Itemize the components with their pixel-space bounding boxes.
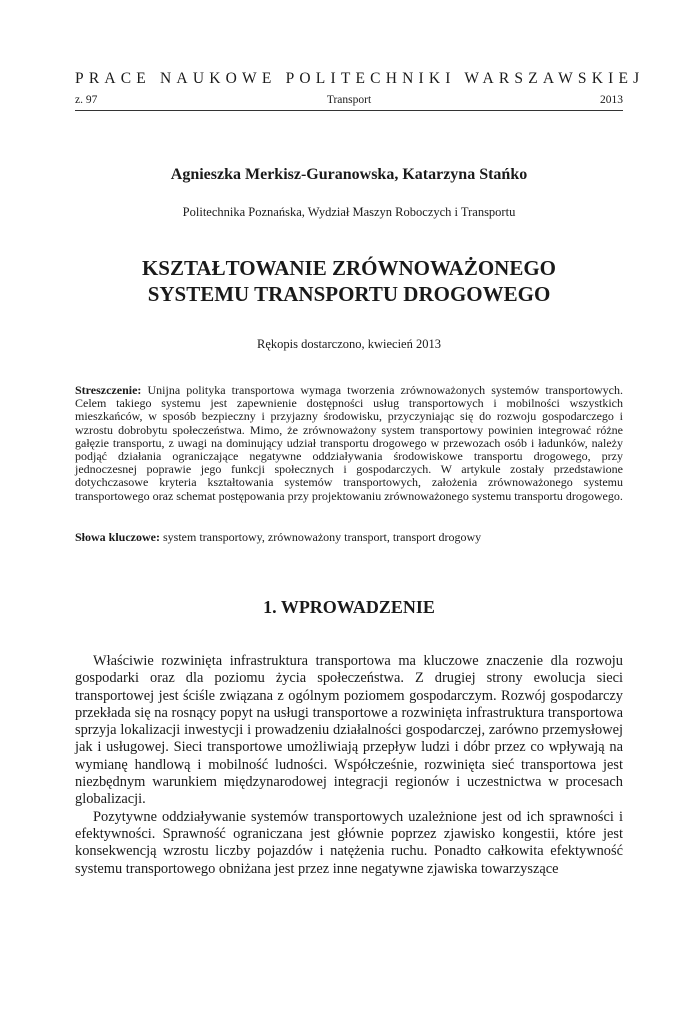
section-body <box>75 653 623 878</box>
abstract-text: Unijna polityka transportowa wymaga tworzenia zrównoważonych systemów transportowych. Celem takiego systemu jest zapewnienie dostępności usług transportowych i mobilności wszystkich mieszkańców, w sposób bezpieczny i przyjazny środowisku, przyczyniając się do rozwoju gospodarczego i wzrostu dobrobytu społeczeństwa. Mimo, że zrównoważony system transportowy powinien integrować różne gałęzie transportu, z uwagi na dominujący udział transportu drogowego w przewozach osób i ładunków, należy podjąć działania ograniczające negatywne oddziaływania środowiskowe transportu drogowego, przy jednoczesnej poprawie jego funkcji społecznych i gospodarczych. W artykule zostały przedstawione dotychczasowe kryteria kształtowania systemów transportowych, założenia zrównoważonego systemu transportowego oraz schemat postępowania przy projektowaniu zrównoważonego systemu transportu drogowego. <box>75 383 623 503</box>
paragraph: Właściwie rozwinięta infrastruktura transportowa ma kluczowe znaczenie dla rozwoju gospodarki oraz dla poziomu życia społeczeństwa. Z drugiej strony ewolucja sieci transportowej jest ściśle związana z ogólnym poziomem gospodarczym. Rozwój gospodarczy przekłada się na rosnący popyt na usługi transportowe a rozwinięta infrastruktura transportowa sprzyja lokalizacji inwestycji i prowadzeniu działalności gospodarczej, zarówno przemysłowej jak i usługowej. Sieci transportowe umożliwiają przepływ ludzi i dóbr przez co wpływają na wymianę handlową i mobilność ludności. Współcześnie, rozwinięta sieć transportowa jest niezbędnym warunkiem międzynarodowej integracji regionów i uczestnictwa w procesach globalizacji. <box>75 653 623 808</box>
series-name: Transport <box>326 94 372 106</box>
keywords <box>75 531 623 544</box>
abstract <box>75 384 623 503</box>
volume-number: z. 97 <box>75 94 98 106</box>
section-heading: 1. WPROWADZENIE <box>263 597 435 617</box>
paper-title <box>0 255 698 307</box>
journal-title: PRACE NAUKOWE POLITECHNIKI WARSZAWSKIEJ <box>75 70 645 87</box>
publication-year: 2013 <box>600 94 623 106</box>
received-date: Rękopis dostarczono, kwiecień 2013 <box>257 337 441 351</box>
paragraph: Pozytywne oddziaływanie systemów transportowych uzależnione jest od ich sprawności i efektywności. Sprawność ograniczana jest głównie poprzez zjawisko kongestii, które jest konsekwencją wzrostu liczby pojazdów i natężenia ruchu. Ponadto całkowita efektywność systemu transportowego obniżana jest przez inne negatywne zjawiska towarzyszące <box>75 808 623 877</box>
paper-title-line-2: SYSTEMU TRANSPORTU DROGOWEGO <box>147 282 551 306</box>
header-rule <box>75 110 623 111</box>
keywords-text: system transportowy, zrównoważony transport, transport drogowy <box>163 530 482 544</box>
paper-authors: Agnieszka Merkisz-Guranowska, Katarzyna Stańko <box>170 166 528 183</box>
abstract-label: Streszczenie: <box>75 383 148 397</box>
paper-title-line-1: KSZTAŁTOWANIE ZRÓWNOWAŻONEGO <box>141 256 557 280</box>
paper-affiliation: Politechnika Poznańska, Wydział Maszyn Roboczych i Transportu <box>182 205 516 219</box>
keywords-label: Słowa kluczowe: <box>75 530 163 544</box>
